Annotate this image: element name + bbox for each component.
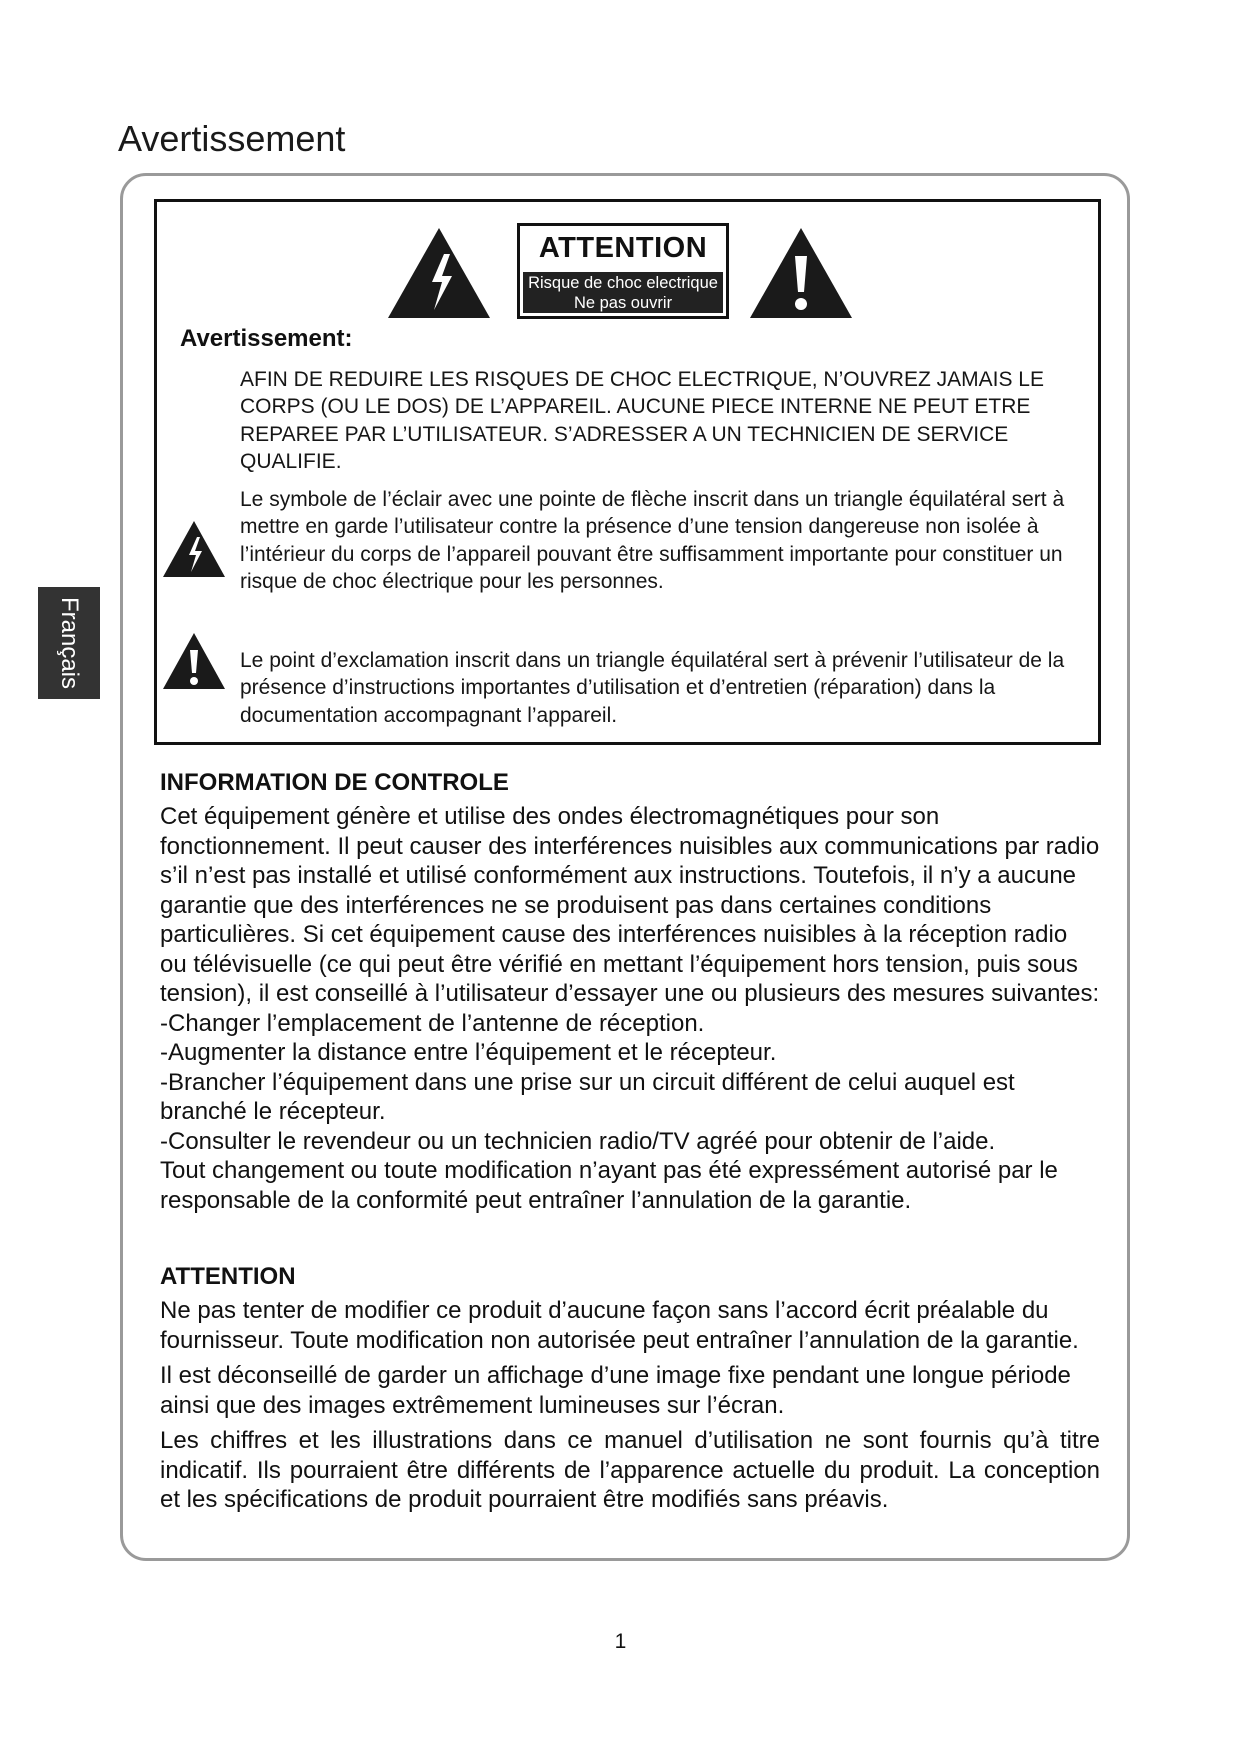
exclamation-triangle-icon <box>748 226 854 320</box>
exclamation-symbol-icon <box>161 631 227 691</box>
language-tab-label: Français <box>56 596 83 690</box>
exclamation-symbol-text: Le point d’exclamation inscrit dans un triangle équilatéral sert à prévenir l’utilisateur de la présence d’instructions importantes d’utilisation et d’entretien (réparation) dans la documentation accompagnant l’appareil. <box>240 649 1065 727</box>
attention-label-title: ATTENTION <box>538 232 708 264</box>
measure-item: -Augmenter la distance entre l’équipement et le récepteur. <box>160 1039 777 1066</box>
page-number: 1 <box>614 1630 627 1653</box>
attention-label-subtitle <box>523 272 723 313</box>
information-controle-body <box>160 802 1100 1215</box>
lightning-symbol-icon <box>161 519 227 579</box>
attention-paragraph-2: Il est déconseillé de garder un affichage d’une image fixe pendant une longue période ainsi que des images extrêmement lumineuses sur l’écran. <box>160 1362 1071 1419</box>
attention-paragraph-3: Les chiffres et les illustrations dans ce manuel d’utilisation ne sont fournis qu’à titre indicatif. Ils pourraient être différents de l’apparence actuelle du produit. La conception et les spécifications de produit pourraient être modifiés sans préavis. <box>160 1427 1100 1513</box>
information-controle-title: INFORMATION DE CONTROLE <box>160 769 509 796</box>
measure-item: -Brancher l’équipement dans une prise sur un circuit différent de celui auquel est branché le récepteur. <box>160 1068 1015 1125</box>
attention-section-body <box>160 1296 1100 1515</box>
language-tab <box>38 587 100 699</box>
warning-heading: Avertissement: <box>180 325 353 352</box>
lightning-symbol-text: Le symbole de l’éclair avec une pointe de flèche inscrit dans un triangle équilatéral sert à mettre en garde l’utilisateur contre la présence d’une tension dangereuse non isolée à l’intérieur du corps de l’appareil pouvant être suffisamment importante pour constituer un risque de choc électrique pour les personnes. <box>240 488 1065 593</box>
warning-caps-text: AFIN DE REDUIRE LES RISQUES DE CHOC ELECTRIQUE, N’OUVREZ JAMAIS LE CORPS (OU LE DOS) DE L’APPAREIL. AUCUNE PIECE INTERNE NE PEUT ETRE REPAREE PAR L’UTILISATEUR. S’ADRESSER A UN TECHNICIEN DE SERVICE QUALIFIE. <box>240 368 1044 473</box>
attention-label-line2: Ne pas ouvrir <box>573 294 673 312</box>
attention-paragraph-1: Ne pas tenter de modifier ce produit d’aucune façon sans l’accord écrit préalable du fournisseur. Toute modification non autorisée peut entraîner l’annulation de la garantie. <box>160 1297 1079 1354</box>
lightning-triangle-icon <box>386 226 492 320</box>
information-controle-closing: Tout changement ou toute modification n’ayant pas été expressément autorisé par le responsable de la conformité peut entraîner l’annulation de la garantie. <box>160 1157 1058 1214</box>
information-controle-paragraph: Cet équipement génère et utilise des ondes électromagnétiques pour son fonctionnement. Il peut causer des interférences nuisibles aux communications par radio s’il n’est pas installé et utilisé conformément aux instructions. Toutefois, il n’y a aucune garantie que des interférences ne se produisent pas dans certaines conditions particulières. Si cet équipement cause des interférences nuisibles à la réception radio ou télévisuelle (ce qui peut être vérifié en mettant l’équipement hors tension, puis sous tension), il est conseillé à l’utilisateur d’essayer une ou plusieurs des mesures suivantes: <box>160 803 1100 1007</box>
attention-label <box>517 223 729 319</box>
attention-label-line1: Risque de choc electrique <box>528 274 718 292</box>
page-title: Avertissement <box>118 118 346 159</box>
measure-item: -Consulter le revendeur ou un technicien radio/TV agréé pour obtenir de l’aide. <box>160 1127 996 1155</box>
measure-item: -Changer l’emplacement de l’antenne de réception. <box>160 1009 705 1037</box>
attention-section-title: ATTENTION <box>160 1263 296 1290</box>
